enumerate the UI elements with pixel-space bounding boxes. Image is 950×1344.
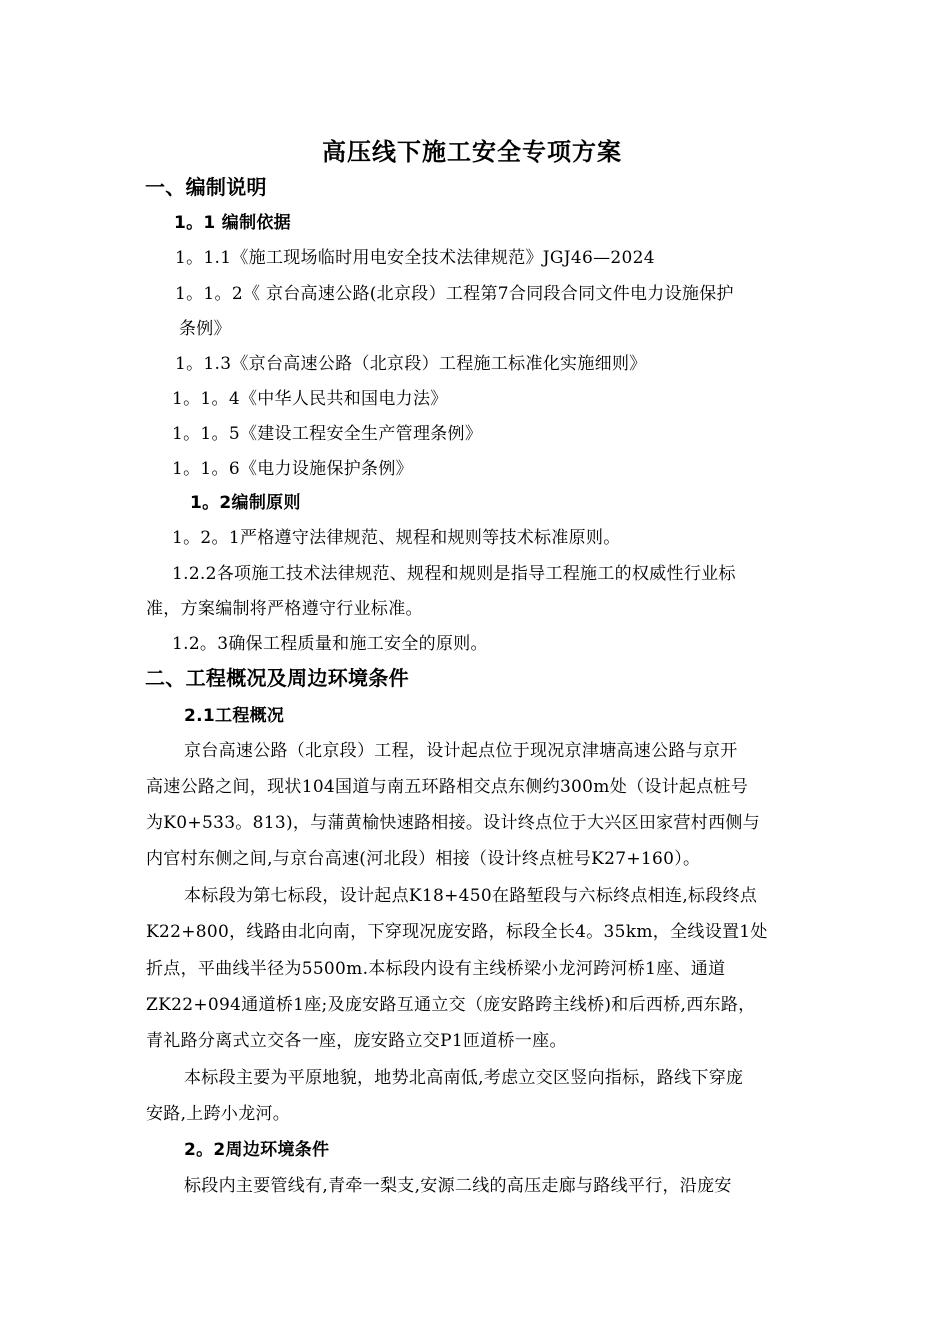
paragraph-line: 标段内主要管线有,青牵一梨支,安源二线的高压走廊与路线平行，沿庞安: [184, 1176, 732, 1196]
reference-item: 1。1.1《施工现场临时用电安全技术法律规范》JGJ46—2024: [175, 248, 655, 268]
paragraph-line: 本标段主要为平原地貌，地势北高南低,考虑立交区竖向指标，路线下穿庞: [184, 1068, 744, 1088]
principle-line: 1.2。3确保工程质量和施工安全的原则。: [172, 634, 488, 654]
reference-item: 1。1。5《建设工程安全生产管理条例》: [172, 424, 483, 444]
paragraph-line: ZK22+094通道桥1座;及庞安路互通立交（庞安路跨主线桥)和后西桥,西东路，: [146, 995, 756, 1015]
principle-line: 准，方案编制将严格遵守行业标准。: [146, 599, 423, 619]
section-2-heading: 二、工程概况及周边环境条件: [145, 666, 409, 690]
paragraph-line: 折点，平曲线半径为5500m.本标段内设有主线桥梁小龙河跨河桥1座、通道: [146, 959, 726, 979]
paragraph-line: 安路,上跨小龙河。: [146, 1104, 291, 1124]
reference-item: 1。1。6《电力设施保护条例》: [172, 459, 413, 479]
principle-line: 1.2.2各项施工技术法律规范、规程和规则是指导工程施工的权威性行业标: [172, 564, 736, 584]
section-2-1-heading: 2.1工程概况: [184, 706, 285, 726]
section-1-2-heading: 1。2编制原则: [190, 493, 301, 513]
paragraph-line: 为K0+533。813)，与蒲黄榆快速路相接。设计终点位于大兴区田家营村西侧与: [146, 813, 760, 833]
principle-line: 1。2。1严格遵守法律规范、规程和规则等技术标准原则。: [172, 528, 621, 548]
document-title: 高压线下施工安全专项方案: [322, 138, 622, 166]
reference-item: 1。1。4《中华人民共和国电力法》: [172, 389, 448, 409]
section-2-2-heading: 2。2周边环境条件: [184, 1140, 330, 1160]
paragraph-line: 京台高速公路（北京段）工程，设计起点位于现况京津塘高速公路与京开: [184, 741, 738, 761]
paragraph-line: 内官村东侧之间,与京台高速(河北段）相接（设计终点桩号K27+160）。: [146, 849, 701, 869]
reference-item-continuation: 条例》: [179, 319, 231, 339]
reference-item: 1。1。2《 京台高速公路(北京段）工程第7合同段合同文件电力设施保护: [175, 284, 734, 304]
paragraph-line: K22+800，线路由北向南，下穿现况庞安路，标段全长4。35km，全线设置1处: [146, 922, 768, 942]
paragraph-line: 高速公路之间，现状104国道与南五环路相交点东侧约300m处（设计起点桩号: [146, 777, 749, 797]
reference-item: 1。1.3《京台高速公路（北京段）工程施工标准化实施细则》: [175, 354, 647, 374]
paragraph-line: 青礼路分离式立交各一座，庞安路立交P1匝道桥一座。: [146, 1031, 567, 1051]
paragraph-line: 本标段为第七标段，设计起点K18+450在路堑段与六标终点相连,标段终点: [184, 886, 758, 906]
section-1-1-heading: 1。1 编制依据: [174, 213, 291, 233]
section-1-heading: 一、编制说明: [145, 175, 267, 199]
